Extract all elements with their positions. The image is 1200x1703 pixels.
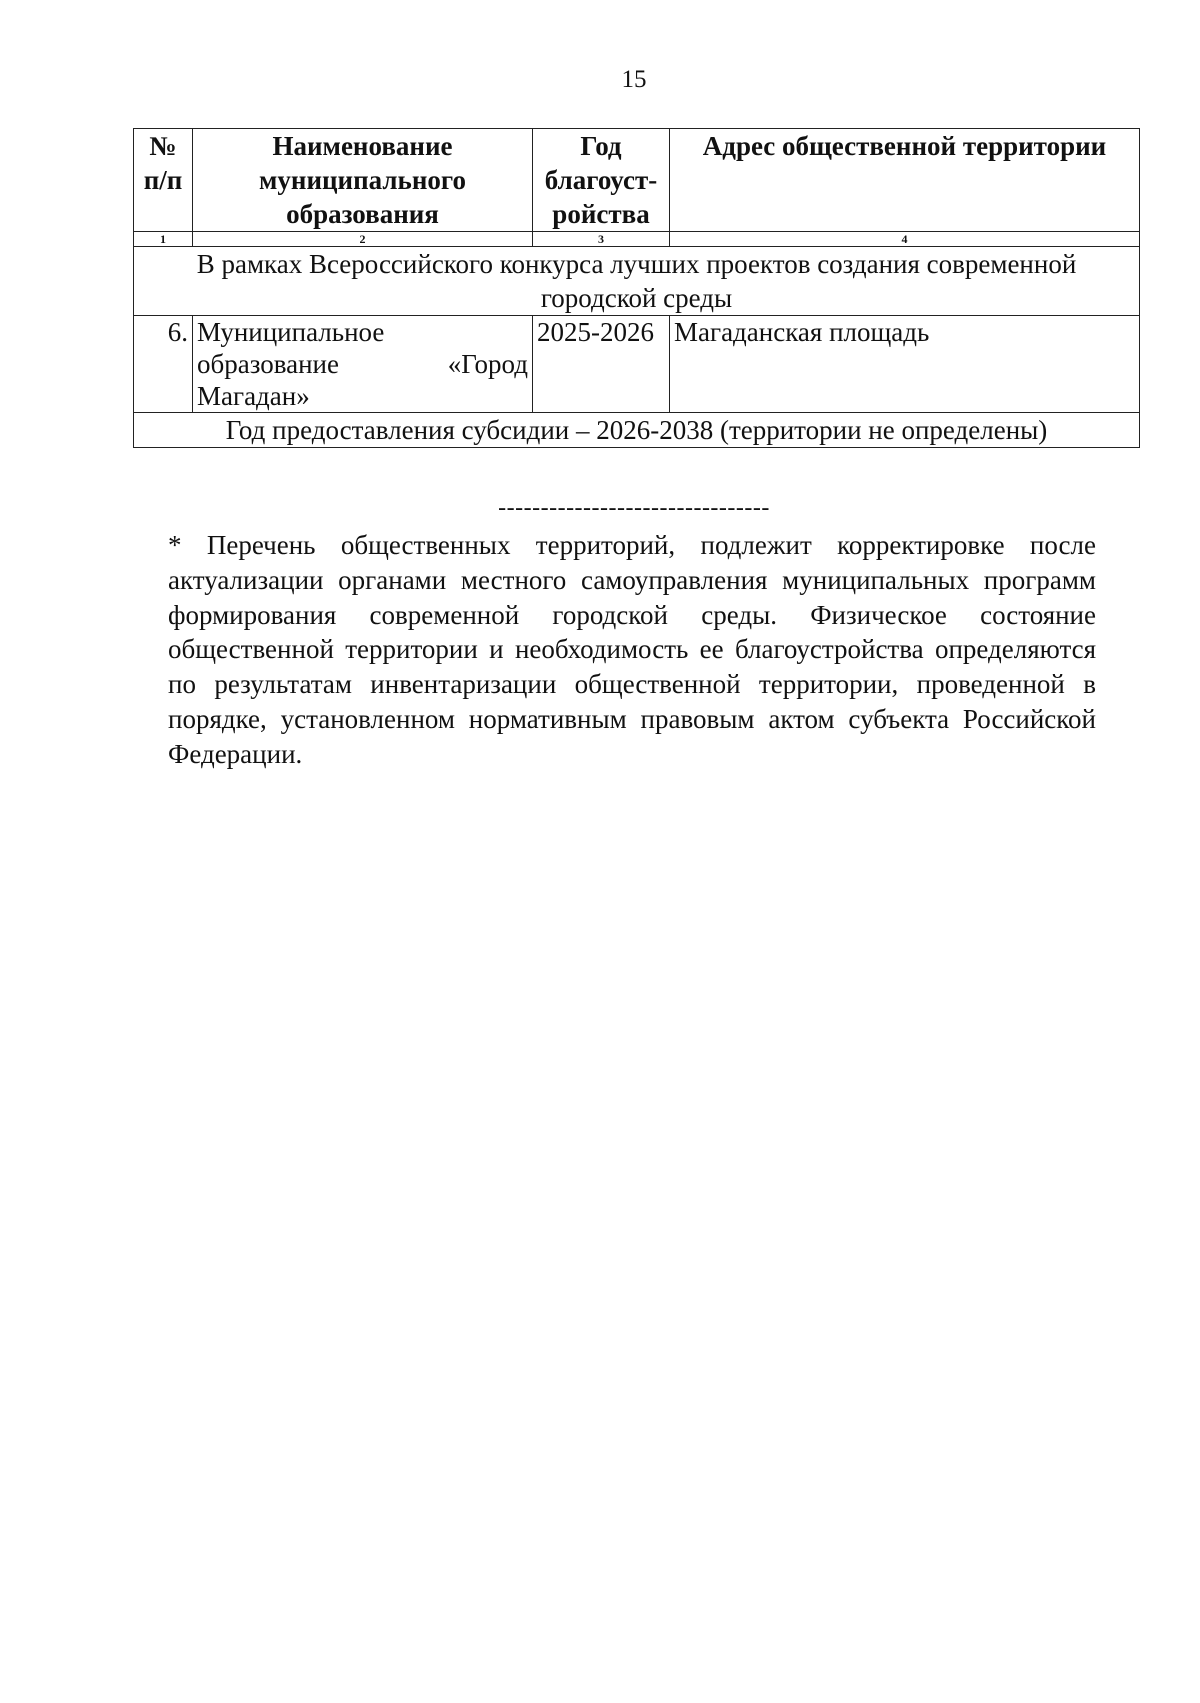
header-year: Год благоуст-ройства (533, 129, 670, 232)
column-number: 1 (134, 232, 193, 247)
column-number: 4 (670, 232, 1140, 247)
row-address: Магаданская площадь (670, 316, 1140, 413)
section-row (134, 247, 1140, 316)
subsidy-year-note: Год предоставления субсидии – 2026-2038 (территории не определены) (134, 413, 1140, 448)
footnote: * Перечень общественных территорий, подлежит корректировке после актуализации органами местного самоуправления муниципальных программ формирования современной городской среды. Физическое состояние общественной территории и необходимость ее благоустройства определяются по результатам инвентаризации общественной территории, проведенной в порядке, установленном нормативным правовым актом субъекта Российской Федерации. (168, 530, 1096, 769)
page-number: 15 (621, 66, 647, 93)
row-num: 6. (134, 316, 193, 413)
header-address: Адрес общественной территории (670, 129, 1140, 232)
column-number-row (134, 232, 1140, 247)
table-footer-row (134, 413, 1140, 448)
row-year: 2025-2026 (533, 316, 670, 413)
territories-table (133, 128, 1140, 448)
table-header-row (134, 129, 1140, 232)
table-row (134, 316, 1140, 413)
section-title: В рамках Всероссийского конкурса лучших проектов создания современной городской среды (134, 247, 1140, 316)
header-num: № п/п (134, 129, 193, 232)
column-number: 2 (193, 232, 533, 247)
column-number: 3 (533, 232, 670, 247)
separator-line: -------------------------------- (498, 495, 770, 521)
row-municipality: Муниципальное образование «Город Магадан» (193, 316, 533, 413)
header-municipality: Наименование муниципального образования (193, 129, 533, 232)
